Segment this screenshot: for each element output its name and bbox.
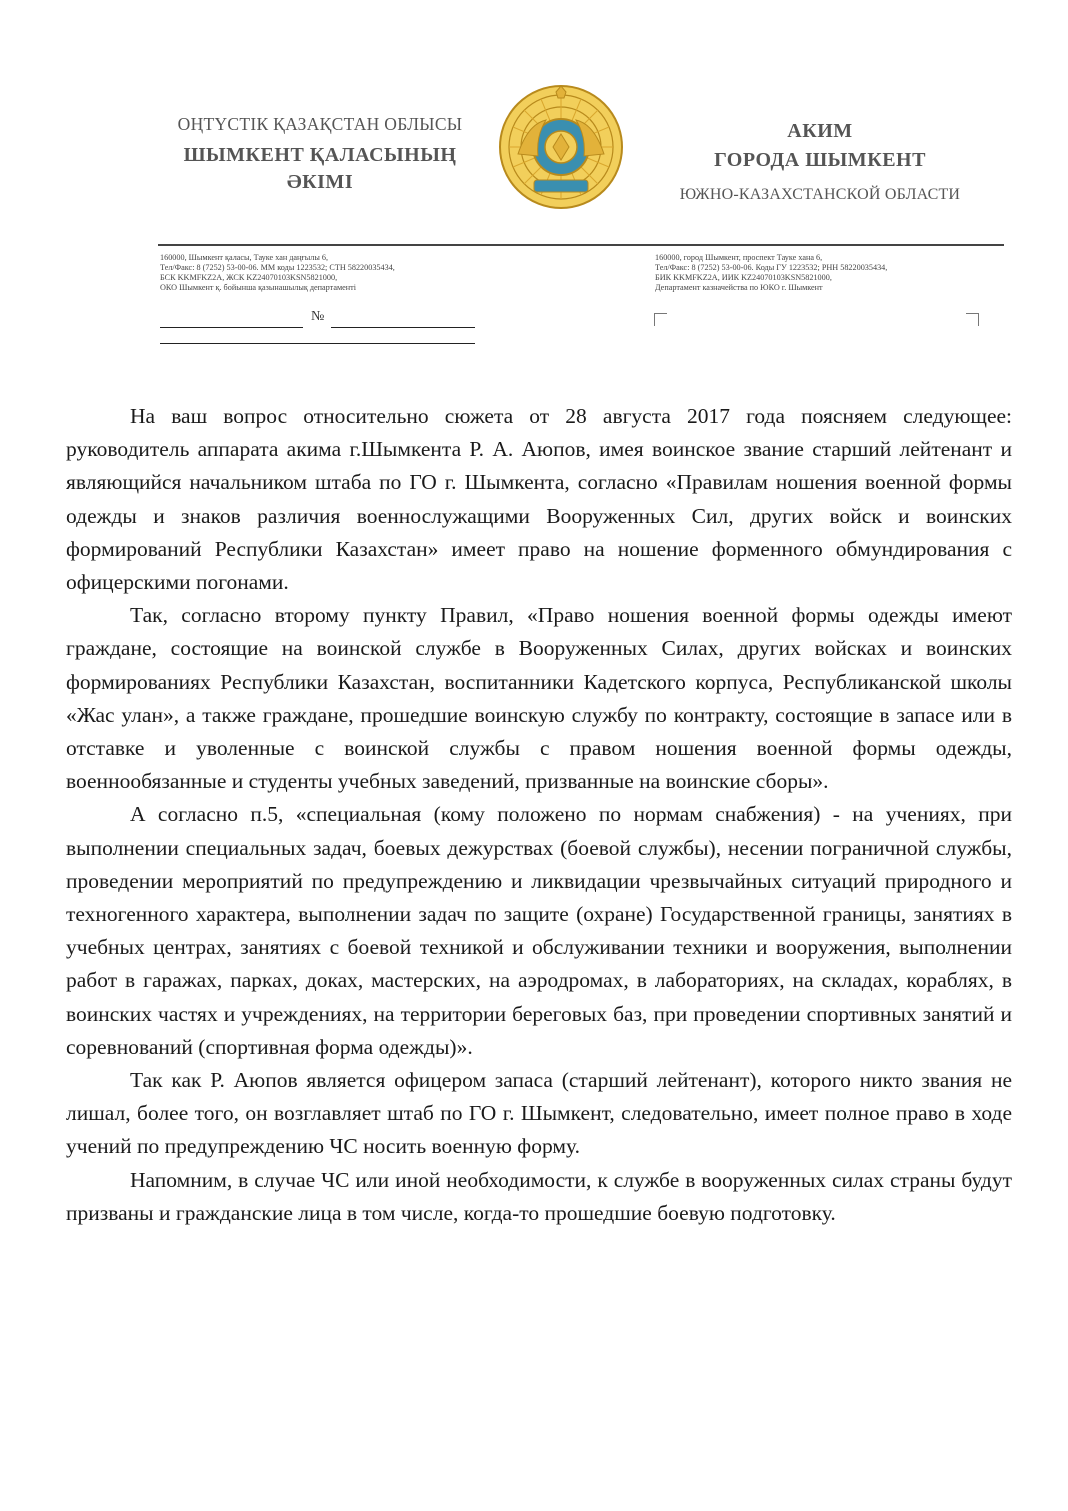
address-line: 160000, Шымкент қаласы, Тауке хан даңғылы 6, bbox=[160, 253, 329, 262]
address-line: Департамент казначейства по ЮКО г. Шымкент bbox=[655, 283, 823, 292]
addressee-corner-left bbox=[654, 313, 667, 326]
state-emblem-icon bbox=[498, 84, 624, 210]
outgoing-number-line bbox=[331, 327, 475, 328]
header-left-address bbox=[160, 253, 460, 293]
address-line: Тел/Факс: 8 (7252) 53-00-06. ММ коды 1223532; СТН 58220035434, bbox=[160, 263, 395, 272]
header-right-title: АКИМ bbox=[787, 120, 853, 142]
body-paragraph: А согласно п.5, «специальная (кому положено по нормам снабжения) - на учениях, при выполнении специальных задач, боевых дежурствах (боевой службы), несении пограничной службы, проведении мероприятий по предупреждению и ликвидации чрезвычайных ситуаций природного и техногенного характера, выполнении задач по защите (охране) Государственной границы, занятиях в учебных центрах, занятиях с боевой техникой и обслуживании техники и вооружения, выполнении работ в гаражах, парках, доках, мастерских, на аэродромах, в лабораториях, на складах, кораблях, в воинских частях и учреждениях, на территории береговых баз, при проведении спортивных занятий и соревнований (спортивная форма одежды)». bbox=[66, 802, 1012, 1059]
address-line: БСК KKMFKZ2A, ЖСК KZ24070103KSN5821000, bbox=[160, 273, 338, 282]
body-paragraph: На ваш вопрос относительно сюжета от 28 августа 2017 года поясняем следующее: руководитель аппарата акима г.Шымкента Р. А. Аюпов, имея воинское звание старший лейтенант и являющийся начальником штаба по ГО г. Шымкента, согласно «Правилам ношения военной формы одежды и знаков различия военнослужащими Вооруженных Сил, других войск и воинских формирований Республики Казахстан» имеет право на ношение форменного обмундирования с офицерскими погонами. bbox=[66, 404, 1012, 595]
letter-body bbox=[66, 400, 1012, 1230]
address-line: ОКО Шымкент қ. бойынша қазынашылық департаменті bbox=[160, 283, 357, 292]
header-left-region: ОҢТҮСТІК ҚАЗАҚСТАН ОБЛЫСЫ bbox=[177, 114, 463, 134]
number-sign: № bbox=[311, 309, 325, 324]
header-left-city: ШЫМКЕНТ ҚАЛАСЫНЫҢ bbox=[183, 144, 457, 166]
header-right-region: ЮЖНО-КАЗАХСТАНСКОЙ ОБЛАСТИ bbox=[679, 186, 961, 203]
body-paragraph: Так как Р. Аюпов является офицером запаса (старший лейтенант), которого никто звания не лишал, более того, он возглавляет штаб по ГО г. Шымкент, следовательно, имеет полное право в ходе учений по предупреждению ЧС носить военную форму. bbox=[66, 1068, 1012, 1159]
header-right-city: ГОРОДА ШЫМКЕНТ bbox=[714, 149, 926, 171]
addressee-corner-right bbox=[966, 313, 979, 326]
address-line: Тел/Факс: 8 (7252) 53-00-06. Коды ГУ 1223532; РНН 58220035434, bbox=[655, 263, 888, 272]
reference-line bbox=[160, 343, 475, 344]
header-right-address bbox=[655, 253, 955, 293]
body-paragraph: Так, согласно второму пункту Правил, «Право ношения военной формы одежды имеют граждане, состоящие на воинской службе в Вооруженных Силах, других войсках и воинских формированиях Республики Казахстан, воспитанники Кадетского корпуса, Республиканской школы «Жас улан», а также граждане, прошедшие воинскую службу по контракту, состоящие в запасе или в отставке и уволенные с воинской службы с правом ношения военной формы одежды, военнообязанные и студенты учебных заведений, призванные на воинские сборы». bbox=[66, 603, 1012, 794]
header-left-title: ӘКІМІ bbox=[286, 171, 354, 193]
header-right bbox=[650, 120, 990, 204]
address-line: 160000, город Шымкент, проспект Тауке хана 6, bbox=[655, 253, 823, 262]
header-left bbox=[150, 114, 490, 194]
address-line: БИК KKMFKZ2A, ИИК KZ24070103KSN5821000, bbox=[655, 273, 832, 282]
body-paragraph: Напомним, в случае ЧС или иной необходимости, к службе в вооруженных силах страны будут призваны и гражданские лица в том числе, когда-то прошедшие боевую подготовку. bbox=[66, 1167, 1012, 1225]
header-divider bbox=[158, 244, 1004, 246]
outgoing-date-line bbox=[160, 327, 303, 328]
